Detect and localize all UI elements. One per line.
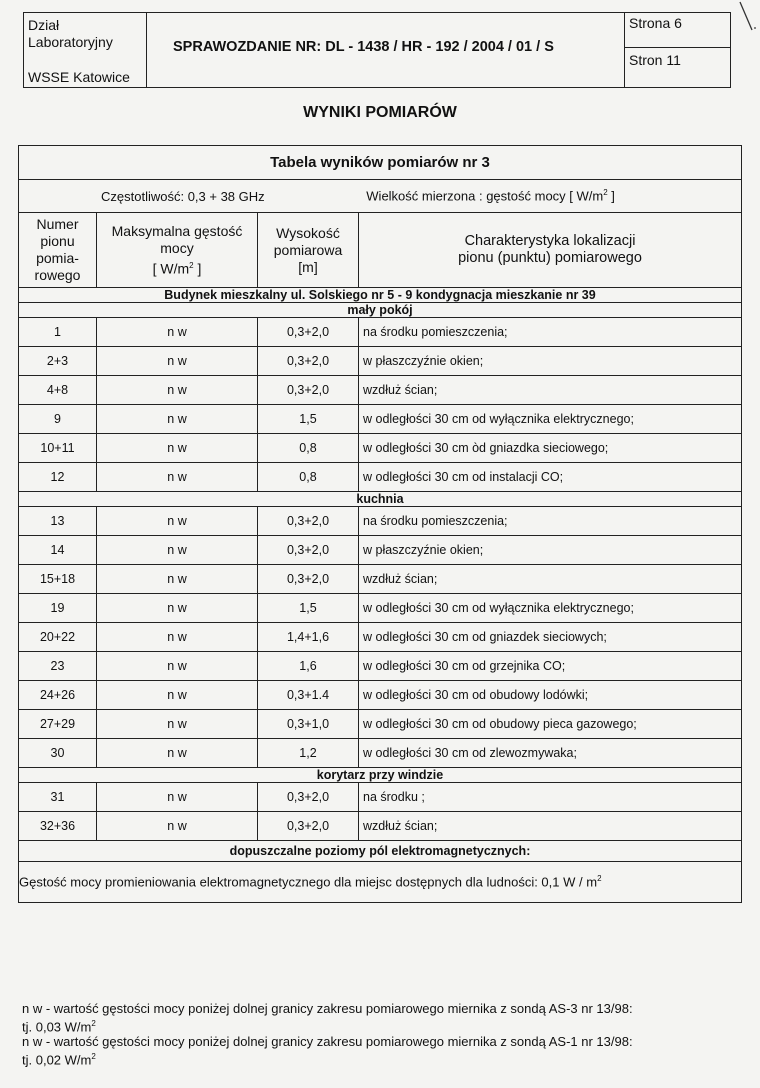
building-row: Budynek mieszkalny ul. Solskiego nr 5 - 9 kondygnacja mieszkanie nr 39	[19, 288, 742, 303]
measurement-height: 0,3+1,0	[258, 710, 359, 739]
table-row	[19, 710, 742, 739]
max-density-value: n w	[97, 623, 258, 652]
table-row	[19, 594, 742, 623]
department-box	[24, 13, 147, 87]
table-row	[19, 347, 742, 376]
location-description: na środku pomieszczenia;	[359, 318, 742, 347]
max-density-value: n w	[97, 710, 258, 739]
max-density-value: n w	[97, 434, 258, 463]
measurement-height: 0,3+1.4	[258, 681, 359, 710]
col-header-max-density: Maksymalna gęstość mocy [ $W/m^2$ ]	[97, 213, 258, 288]
point-number: 32+36	[19, 812, 97, 841]
limits-heading: dopuszczalne poziomy pól elektromagnetycznych:	[19, 841, 742, 862]
max-density-value: n w	[97, 565, 258, 594]
measured-quantity: Wielkość mierzona : gęstość mocy [ $W/m^2$ ]	[366, 188, 615, 204]
table-row	[19, 318, 742, 347]
measurement-height: 1,6	[258, 652, 359, 681]
location-description: na środku ;	[359, 783, 742, 812]
location-description: wzdłuż ścian;	[359, 812, 742, 841]
measurement-height: 1,4+1,6	[258, 623, 359, 652]
point-number: 12	[19, 463, 97, 492]
table-row	[19, 463, 742, 492]
table-row	[19, 434, 742, 463]
location-description: w odległości 30 cm òd gniazdka sieciowego;	[359, 434, 742, 463]
measurement-height: 0,8	[258, 463, 359, 492]
max-density-value: n w	[97, 463, 258, 492]
measurement-height: 0,3+2,0	[258, 565, 359, 594]
measurement-height: 1,5	[258, 594, 359, 623]
location-description: wzdłuż ścian;	[359, 565, 742, 594]
measurement-height: 0,8	[258, 434, 359, 463]
max-density-value: n w	[97, 347, 258, 376]
location-description: w odległości 30 cm od grzejnika CO;	[359, 652, 742, 681]
point-number: 9	[19, 405, 97, 434]
room-group-header: mały pokój	[19, 303, 742, 318]
location-description: w odległości 30 cm od zlewozmywaka;	[359, 739, 742, 768]
table-row	[19, 812, 742, 841]
col-header-number: Numer pionu pomia- rowego	[19, 213, 97, 288]
pen-mark-icon	[738, 0, 758, 40]
table-row	[19, 507, 742, 536]
page-total: Stron 11	[629, 52, 681, 68]
measurement-height: 0,3+2,0	[258, 318, 359, 347]
table-row	[19, 376, 742, 405]
max-density-value: n w	[97, 681, 258, 710]
table-row	[19, 739, 742, 768]
report-number: SPRAWOZDANIE NR: DL - 1438 / HR - 192 / 2004 / 01 / S	[173, 39, 554, 55]
column-headers	[19, 213, 742, 288]
table-title: Tabela wyników pomiarów nr 3	[19, 146, 742, 180]
table-row	[19, 652, 742, 681]
results-table	[18, 145, 742, 903]
page-box	[624, 13, 730, 87]
measurement-height: 0,3+2,0	[258, 507, 359, 536]
limits-text: Gęstość mocy promieniowania elektromagnetycznego dla miejsc dostępnych dla ludności: 0,1 W / $m^2$	[19, 862, 742, 903]
frequency: Częstotliwość: 0,3 + 38 GHz	[101, 188, 265, 204]
footnotes	[22, 1001, 752, 1068]
page-number: Strona 6	[625, 13, 730, 48]
table-meta	[19, 180, 742, 213]
table-row	[19, 565, 742, 594]
point-number: 19	[19, 594, 97, 623]
max-density-value: n w	[97, 376, 258, 405]
measurement-height: 0,3+2,0	[258, 376, 359, 405]
location-description: w odległości 30 cm od wyłącznika elektrycznego;	[359, 405, 742, 434]
point-number: 2+3	[19, 347, 97, 376]
max-density-value: n w	[97, 507, 258, 536]
footnote-2: n w - wartość gęstości mocy poniżej dolnej granicy zakresu pomiarowego miernika z sondą AS-1 nr 13/98: tj. 0,02 $W/m^2$	[22, 1034, 633, 1068]
table-row	[19, 536, 742, 565]
point-number: 10+11	[19, 434, 97, 463]
max-density-value: n w	[97, 318, 258, 347]
dept-line-1: Dział	[28, 17, 60, 33]
col-header-height: Wysokość pomiarowa [m]	[258, 213, 359, 288]
location-description: w odległości 30 cm od instalacji CO;	[359, 463, 742, 492]
section-title: WYNIKI POMIARÓW	[303, 104, 457, 121]
location-description: na środku pomieszczenia;	[359, 507, 742, 536]
point-number: 24+26	[19, 681, 97, 710]
location-description: w odległości 30 cm od wyłącznika elektrycznego;	[359, 594, 742, 623]
location-description: w płaszczyźnie okien;	[359, 347, 742, 376]
measurement-height: 0,3+2,0	[258, 812, 359, 841]
location-description: w odległości 30 cm od gniazdek sieciowych;	[359, 623, 742, 652]
max-density-value: n w	[97, 652, 258, 681]
table-row	[19, 405, 742, 434]
document-header	[23, 12, 731, 88]
table-row	[19, 681, 742, 710]
table-row	[19, 783, 742, 812]
max-density-value: n w	[97, 405, 258, 434]
point-number: 31	[19, 783, 97, 812]
location-description: wzdłuż ścian;	[359, 376, 742, 405]
point-number: 4+8	[19, 376, 97, 405]
point-number: 23	[19, 652, 97, 681]
room-group-header: kuchnia	[19, 492, 742, 507]
table-row	[19, 623, 742, 652]
measurement-height: 0,3+2,0	[258, 783, 359, 812]
location-description: w odległości 30 cm od obudowy pieca gazowego;	[359, 710, 742, 739]
max-density-value: n w	[97, 594, 258, 623]
point-number: 13	[19, 507, 97, 536]
location-description: w odległości 30 cm od obudowy lodówki;	[359, 681, 742, 710]
footnote-1: n w - wartość gęstości mocy poniżej dolnej granicy zakresu pomiarowego miernika z sondą AS-3 nr 13/98: tj. 0,03 $W/m^2$	[22, 1001, 633, 1035]
col-header-location: Charakterystyka lokalizacji pionu (punktu) pomiarowego	[359, 213, 742, 288]
max-density-value: n w	[97, 812, 258, 841]
point-number: 27+29	[19, 710, 97, 739]
dept-line-2: Laboratoryjny	[28, 34, 113, 50]
max-density-value: n w	[97, 536, 258, 565]
max-density-value: n w	[97, 739, 258, 768]
room-group-header: korytarz przy windzie	[19, 768, 742, 783]
location-description: w płaszczyźnie okien;	[359, 536, 742, 565]
point-number: 30	[19, 739, 97, 768]
max-density-value: n w	[97, 783, 258, 812]
point-number: 20+22	[19, 623, 97, 652]
dept-line-3: WSSE Katowice	[28, 69, 130, 85]
point-number: 15+18	[19, 565, 97, 594]
measurement-height: 0,3+2,0	[258, 536, 359, 565]
measurement-height: 0,3+2,0	[258, 347, 359, 376]
point-number: 14	[19, 536, 97, 565]
measurement-height: 1,5	[258, 405, 359, 434]
measurement-height: 1,2	[258, 739, 359, 768]
point-number: 1	[19, 318, 97, 347]
